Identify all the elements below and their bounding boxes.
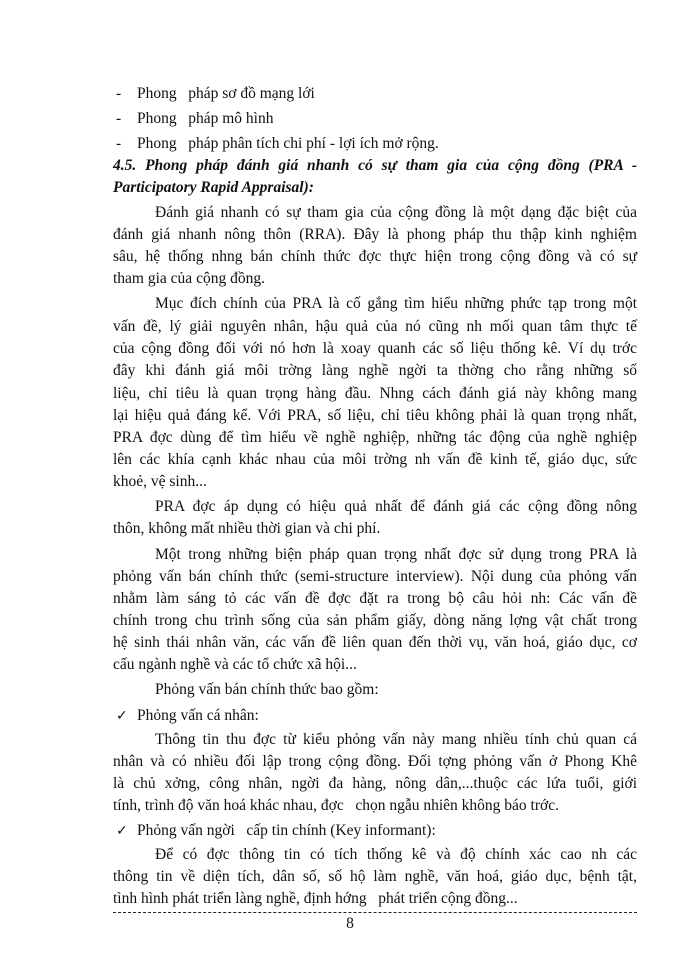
- paragraph-line: tình hình phát triển làng nghề, định hớng phát triển cộng đồng...: [113, 890, 518, 907]
- paragraph-line: sâu, hệ thống nhng bán chính thức đợc thực hiện trong cộng đồng và có sự: [113, 248, 637, 265]
- bullet-item: Phong pháp mô hình: [137, 110, 274, 127]
- paragraph-line: Phỏng vấn bán chính thức bao gồm:: [155, 681, 379, 698]
- paragraph-line: thôn, không mất nhiều thời gian và chi phí.: [113, 520, 381, 537]
- paragraph-line: đánh giá nhanh nông thôn (RRA). Đây là phong pháp thu thập kinh nghiệm: [113, 226, 637, 243]
- paragraph-line: tham gia của cộng đồng.: [113, 270, 265, 287]
- check-item-label: Phỏng vấn cá nhân:: [137, 707, 259, 724]
- paragraph-line: cấu ngành nghề và các tổ chức xã hội...: [113, 656, 357, 673]
- bullet-item: Phong pháp phân tích chi phí - lợi ích mở rộng.: [137, 135, 439, 152]
- paragraph-line: phỏng vấn bán chính thức (semi-structure interview). Nội dung của phỏng vấn: [113, 568, 637, 585]
- paragraph-line: PRA đợc dùng để tìm hiểu về nghề nghiệp, những tác động của nghề nghiệp: [113, 429, 637, 446]
- paragraph-line: nhằm làm sáng tỏ các vấn đề đợc đặt ra trong bộ câu hỏi nh: Các vấn đề: [113, 590, 637, 607]
- paragraph-line: tính, trình độ văn hoá khác nhau, đợc chọn ngẫu nhiên không báo trớc.: [113, 797, 559, 814]
- paragraph-line: Một trong những biện pháp quan trọng nhất đợc sử dụng trong PRA là: [155, 546, 637, 563]
- paragraph-line: của cộng đồng đối với nó hơn là xoay quanh các số liệu thống kê. Ví dụ trớc: [113, 340, 637, 357]
- section-heading: 4.5. Phong pháp đánh giá nhanh có sự tham gia của cộng đồng (PRA -: [113, 157, 637, 174]
- paragraph-line: hệ sinh thái nhân văn, các vấn đề liên quan đến thời vụ, văn hoá, giáo dục, cơ: [113, 634, 637, 651]
- bullet-item: Phong pháp sơ đồ mạng lới: [137, 85, 315, 102]
- paragraph-line: lên các khía cạnh khác nhau của môi trờng nh vấn đề kinh tế, giáo dục, sức: [113, 451, 637, 468]
- bullet-dash: -: [116, 110, 122, 127]
- paragraph-line: Mục đích chính của PRA là cố gắng tìm hiểu những phức tạp trong một: [155, 295, 637, 312]
- paragraph-line: chính trong chu trình sống của sản phẩm giấy, dòng năng lợng vật chất trong: [113, 612, 637, 629]
- bullet-dash: -: [116, 135, 122, 152]
- paragraph-line: nhân và có nhiều đối lập trong cộng đồng. Đối tợng phỏng vấn ở Phong Khê: [113, 753, 637, 770]
- paragraph-line: PRA đợc áp dụng có hiệu quả nhất để đánh giá các cộng đồng nông: [155, 498, 637, 515]
- paragraph-line: đây khi đánh giá môi trờng làng nghề ngời ta thờng cho rằng những số: [113, 362, 637, 379]
- check-item-label: Phỏng vấn ngời cấp tin chính (Key informant):: [137, 822, 436, 839]
- paragraph-line: là chủ xởng, công nhân, ngời đa hàng, nông dân,...thuộc các lứa tuổi, giới: [113, 775, 637, 792]
- paragraph-line: thông tin về diện tích, dân số, số hộ làm nghề, văn hoá, giáo dục, bệnh tật,: [113, 868, 637, 885]
- page-number: 8: [346, 915, 354, 932]
- paragraph-line: khoẻ, vệ sinh...: [113, 473, 207, 490]
- paragraph-line: Để có đợc thông tin có tích thống kê và độ chính xác cao nh các: [155, 846, 637, 863]
- bullet-dash: -: [116, 85, 122, 102]
- paragraph-line: liệu, chỉ tiêu là quan trọng hàng đầu. Nhng cách đánh giá này không mang: [113, 385, 637, 402]
- paragraph-line: lại hiệu quả đáng kể. Với PRA, số liệu, chỉ tiêu không phải là quan trọng nhất,: [113, 407, 637, 424]
- section-heading-cont: Participatory Rapid Appraisal):: [113, 179, 314, 196]
- checkmark-icon: ✓: [116, 708, 128, 724]
- paragraph-line: vấn đề, lý giải nguyên nhân, hậu quả của nó cũng nh mối quan tâm thực tế: [113, 318, 637, 335]
- paragraph-line: Đánh giá nhanh có sự tham gia của cộng đồng là một dạng đặc biệt của: [155, 204, 637, 221]
- paragraph-line: Thông tin thu đợc từ kiểu phỏng vấn này mang nhiều tính chủ quan cá: [155, 731, 637, 748]
- footer-dashed-rule: [113, 912, 637, 913]
- checkmark-icon: ✓: [116, 823, 128, 839]
